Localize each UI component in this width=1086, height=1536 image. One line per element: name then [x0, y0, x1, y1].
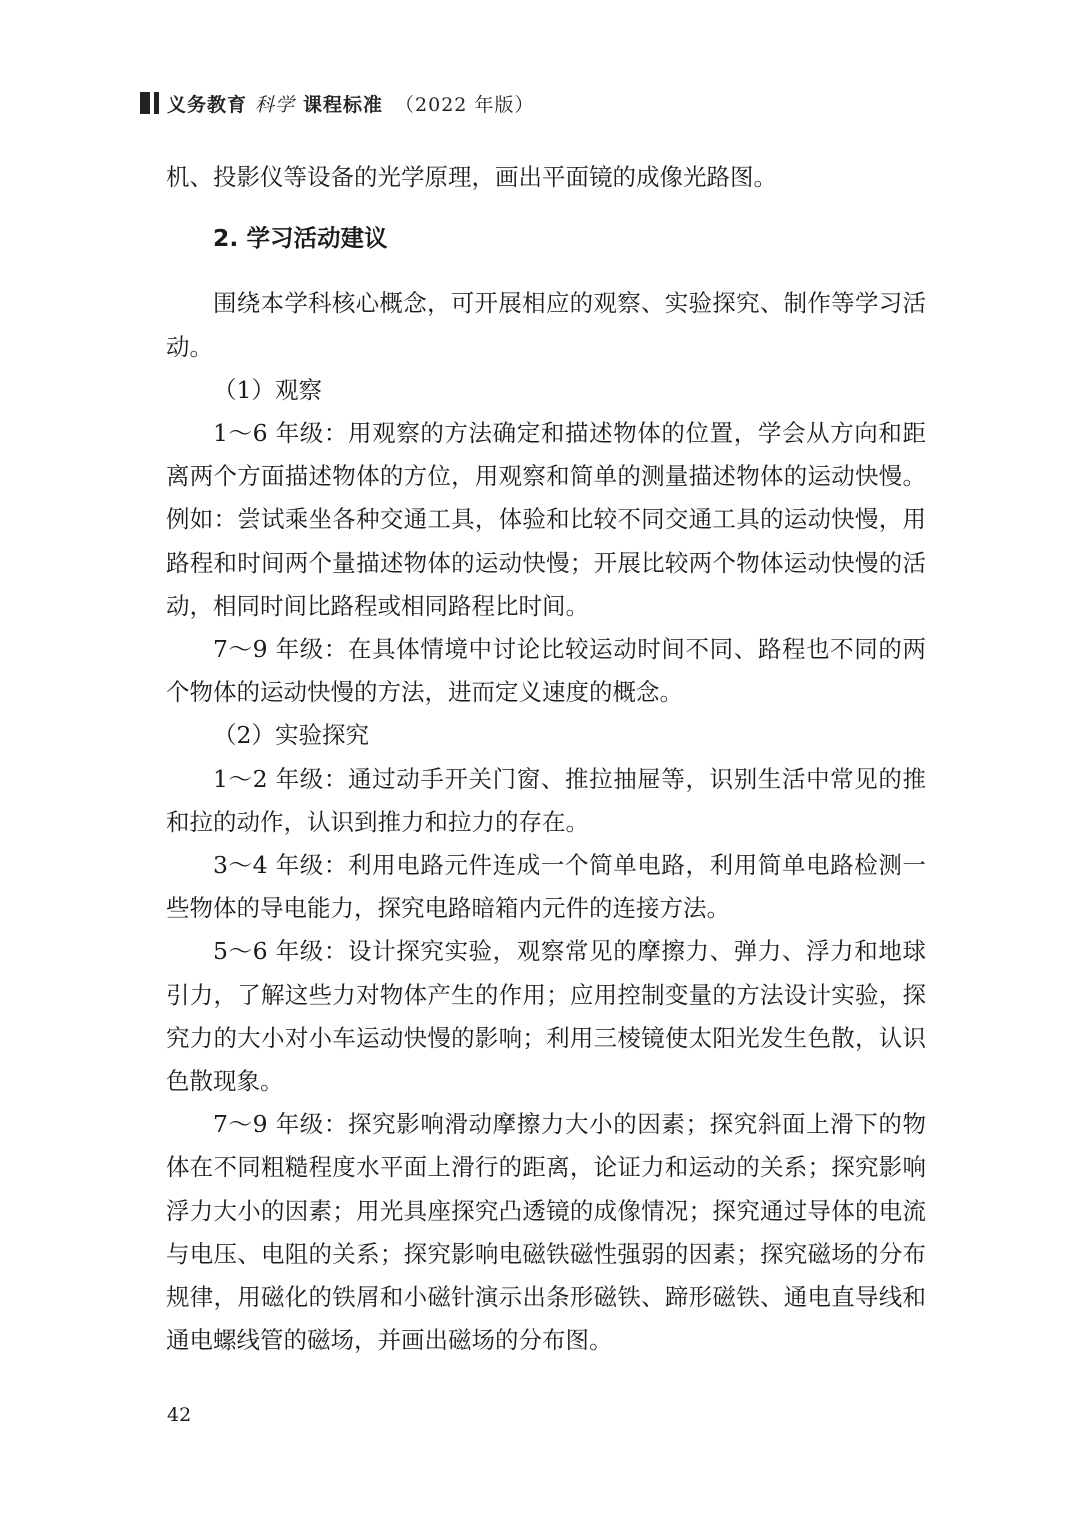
paragraph-grade-7-9-observation: 7～9 年级：在具体情境中讨论比较运动时间不同、路程也不同的两个物体的运动快慢的方法，进而定义速度的概念。 [166, 635, 926, 707]
section-heading: 2. 学习活动建议 [213, 224, 388, 253]
header-title [167, 90, 534, 117]
header-bar-icon [140, 92, 159, 114]
header-edition: （2022 年版） [395, 93, 535, 116]
page-body [166, 156, 926, 1362]
subheading-observation: （1）观察 [213, 375, 322, 404]
running-header [140, 88, 534, 118]
subheading-experiment: （2）实验探究 [213, 721, 369, 750]
paragraph-continuation: 机、投影仪等设备的光学原理，画出平面镜的成像光路图。 [166, 163, 777, 191]
paragraph-grade-3-4: 3～4 年级：利用电路元件连成一个简单电路，利用简单电路检测一些物体的导电能力，探究电路暗箱内元件的连接方法。 [166, 851, 926, 923]
paragraph-intro: 围绕本学科核心概念，可开展相应的观察、实验探究、制作等学习活动。 [166, 289, 926, 361]
header-title-part1: 义务教育 [167, 93, 248, 116]
paragraph-grade-7-9-experiment: 7～9 年级：探究影响滑动摩擦力大小的因素；探究斜面上滑下的物体在不同粗糙程度水平面上滑行的距离，论证力和运动的关系；探究影响浮力大小的因素；用光具座探究凸透镜的成像情况；探究通过导体的电流与电压、电阻的关系；探究影响电磁铁磁性强弱的因素；探究磁场的分布规律，用磁化的铁屑和小磁针演示出条形磁铁、蹄形磁铁、通电直导线和通电螺线管的磁场，并画出磁场的分布图。 [166, 1110, 926, 1355]
paragraph-grade-5-6: 5～6 年级：设计探究实验，观察常见的摩擦力、弹力、浮力和地球引力，了解这些力对物体产生的作用；应用控制变量的方法设计实验，探究力的大小对小车运动快慢的影响；利用三棱镜使太阳光发生色散，认识色散现象。 [166, 937, 926, 1096]
header-title-part2: 课程标准 [303, 93, 384, 116]
paragraph-grade-1-6: 1～6 年级：用观察的方法确定和描述物体的位置，学会从方向和距离两个方面描述物体的方位，用观察和简单的测量描述物体的运动快慢。例如：尝试乘坐各种交通工具，体验和比较不同交通工具的运动快慢，用路程和时间两个量描述物体的运动快慢；开展比较两个物体运动快慢的活动，相同时间比路程或相同路程比时间。 [166, 419, 926, 620]
page-number: 42 [167, 1404, 192, 1426]
paragraph-grade-1-2: 1～2 年级：通过动手开关门窗、推拉抽屉等，识别生活中常见的推和拉的动作，认识到推力和拉力的存在。 [166, 764, 926, 836]
header-title-italic: 科学 [255, 93, 296, 116]
